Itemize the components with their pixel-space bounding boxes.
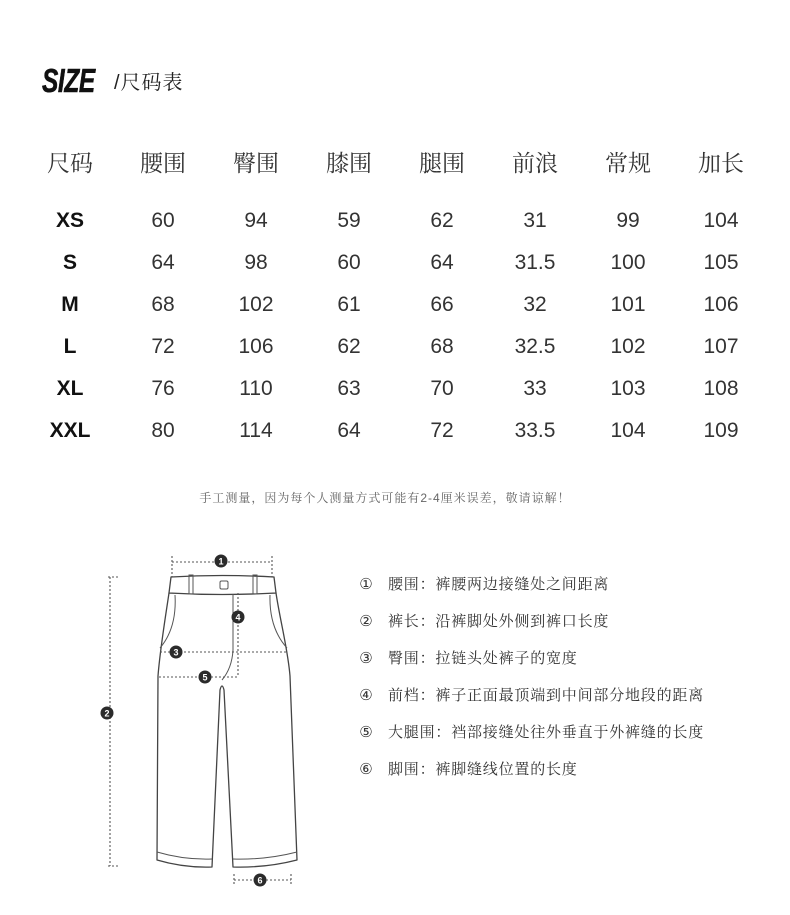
- legend-marker: ⑥: [359, 761, 373, 778]
- size-label: XXL: [49, 419, 91, 442]
- marker-2: [101, 707, 114, 720]
- measurement-note: 手工测量，因为每个人测量方式可能有2-4厘米误差，敬请谅解！: [199, 491, 571, 505]
- pants-outline: [157, 593, 297, 867]
- marker-1: [215, 555, 228, 568]
- column-header: 前浪: [512, 150, 558, 176]
- marker-2-number: 2: [104, 708, 110, 719]
- legend-text: 大腿围：裆部接缝处往外垂直于外裤缝的长度: [388, 724, 705, 741]
- table-row: [24, 326, 768, 368]
- table-cell: 33: [523, 377, 547, 400]
- marker-5-number: 5: [202, 672, 208, 683]
- table-cell: 59: [337, 209, 361, 232]
- table-cell: 102: [238, 293, 274, 316]
- table-cell: 66: [430, 293, 454, 316]
- legend-item-hip: [355, 648, 775, 685]
- table-cell: 31: [523, 209, 547, 232]
- table-cell: 109: [703, 419, 739, 442]
- table-cell: 106: [703, 293, 739, 316]
- table-cell: 108: [703, 377, 739, 400]
- table-cell: 114: [239, 419, 273, 442]
- table-cell: 101: [610, 293, 646, 316]
- size-table: [24, 143, 768, 452]
- table-row: [24, 410, 768, 452]
- legend-item-waist: [355, 574, 775, 611]
- size-title: SIZE: [42, 62, 95, 99]
- marker-6-number: 6: [257, 875, 263, 886]
- table-row: [24, 200, 768, 242]
- legend-item-front-rise: [355, 685, 775, 722]
- size-label: XS: [55, 209, 84, 232]
- table-cell: 31.5: [514, 251, 556, 274]
- marker-1-number: 1: [218, 556, 224, 567]
- column-header: 尺码: [47, 150, 93, 176]
- table-cell: 72: [151, 335, 175, 358]
- size-label: XL: [56, 377, 84, 400]
- table-cell: 63: [337, 377, 361, 400]
- pants-measurement-diagram: [0, 540, 330, 910]
- legend-marker: ⑤: [359, 724, 373, 741]
- marker-5: [199, 671, 212, 684]
- marker-3-number: 3: [173, 647, 179, 658]
- table-cell: 70: [430, 377, 454, 400]
- table-cell: 99: [616, 209, 640, 232]
- table-cell: 61: [337, 293, 361, 316]
- column-header: 腿围: [419, 150, 465, 176]
- legend-marker: ③: [359, 650, 373, 667]
- table-cell: 68: [430, 335, 454, 358]
- table-row: [24, 284, 768, 326]
- marker-4-number: 4: [235, 612, 241, 623]
- table-cell: 76: [151, 377, 175, 400]
- column-header: 常规: [605, 150, 651, 176]
- column-header: 臀围: [233, 150, 279, 176]
- table-cell: 62: [337, 335, 361, 358]
- table-cell: 102: [610, 335, 646, 358]
- table-cell: 32: [523, 293, 547, 316]
- table-cell: 32.5: [514, 335, 556, 358]
- table-cell: 110: [239, 377, 273, 400]
- table-cell: 107: [703, 335, 739, 358]
- table-row: [24, 242, 768, 284]
- marker-3: [170, 646, 183, 659]
- table-cell: 104: [703, 209, 739, 232]
- size-label: S: [62, 251, 77, 274]
- table-cell: 72: [430, 419, 454, 442]
- legend-marker: ②: [359, 613, 373, 630]
- legend-text: 腰围：裤腰两边接缝处之间距离: [388, 576, 610, 593]
- table-cell: 68: [151, 293, 175, 316]
- legend-text: 裤长：沿裤脚处外侧到裤口长度: [388, 613, 610, 630]
- table-cell: 60: [151, 209, 175, 232]
- legend-marker: ①: [359, 576, 373, 593]
- table-cell: 100: [610, 251, 646, 274]
- column-header: 加长: [698, 150, 744, 176]
- table-cell: 94: [244, 209, 268, 232]
- size-label: L: [63, 335, 77, 358]
- legend-marker: ④: [359, 687, 373, 704]
- marker-6: [254, 874, 267, 887]
- column-header: 腰围: [140, 150, 186, 176]
- table-cell: 60: [337, 251, 361, 274]
- legend-item-leg-opening: [355, 759, 775, 796]
- table-cell: 64: [430, 251, 454, 274]
- legend-item-length: [355, 611, 775, 648]
- waistband: [169, 576, 276, 595]
- length-guide-line: [108, 577, 120, 866]
- marker-4: [232, 611, 245, 624]
- table-cell: 98: [244, 251, 268, 274]
- table-cell: 64: [151, 251, 175, 274]
- legend-text: 前档：裤子正面最顶端到中间部分地段的距离: [388, 687, 705, 704]
- table-header-row: [24, 143, 768, 183]
- size-label: M: [61, 293, 79, 316]
- table-cell: 103: [610, 377, 646, 400]
- column-header: 膝围: [326, 150, 372, 176]
- legend-text: 脚围：裤脚缝线位置的长度: [388, 761, 578, 778]
- table-cell: 64: [337, 419, 361, 442]
- table-cell: 33.5: [514, 419, 556, 442]
- table-cell: 104: [610, 419, 646, 442]
- table-cell: 80: [151, 419, 175, 442]
- measurement-legend: [355, 574, 775, 796]
- legend-text: 臀围：拉链头处裤子的宽度: [388, 650, 578, 667]
- size-chart-subtitle: /尺码表: [114, 72, 184, 94]
- table-cell: 62: [430, 209, 454, 232]
- table-row: [24, 368, 768, 410]
- table-cell: 105: [703, 251, 739, 274]
- table-cell: 106: [238, 335, 274, 358]
- legend-item-thigh: [355, 722, 775, 759]
